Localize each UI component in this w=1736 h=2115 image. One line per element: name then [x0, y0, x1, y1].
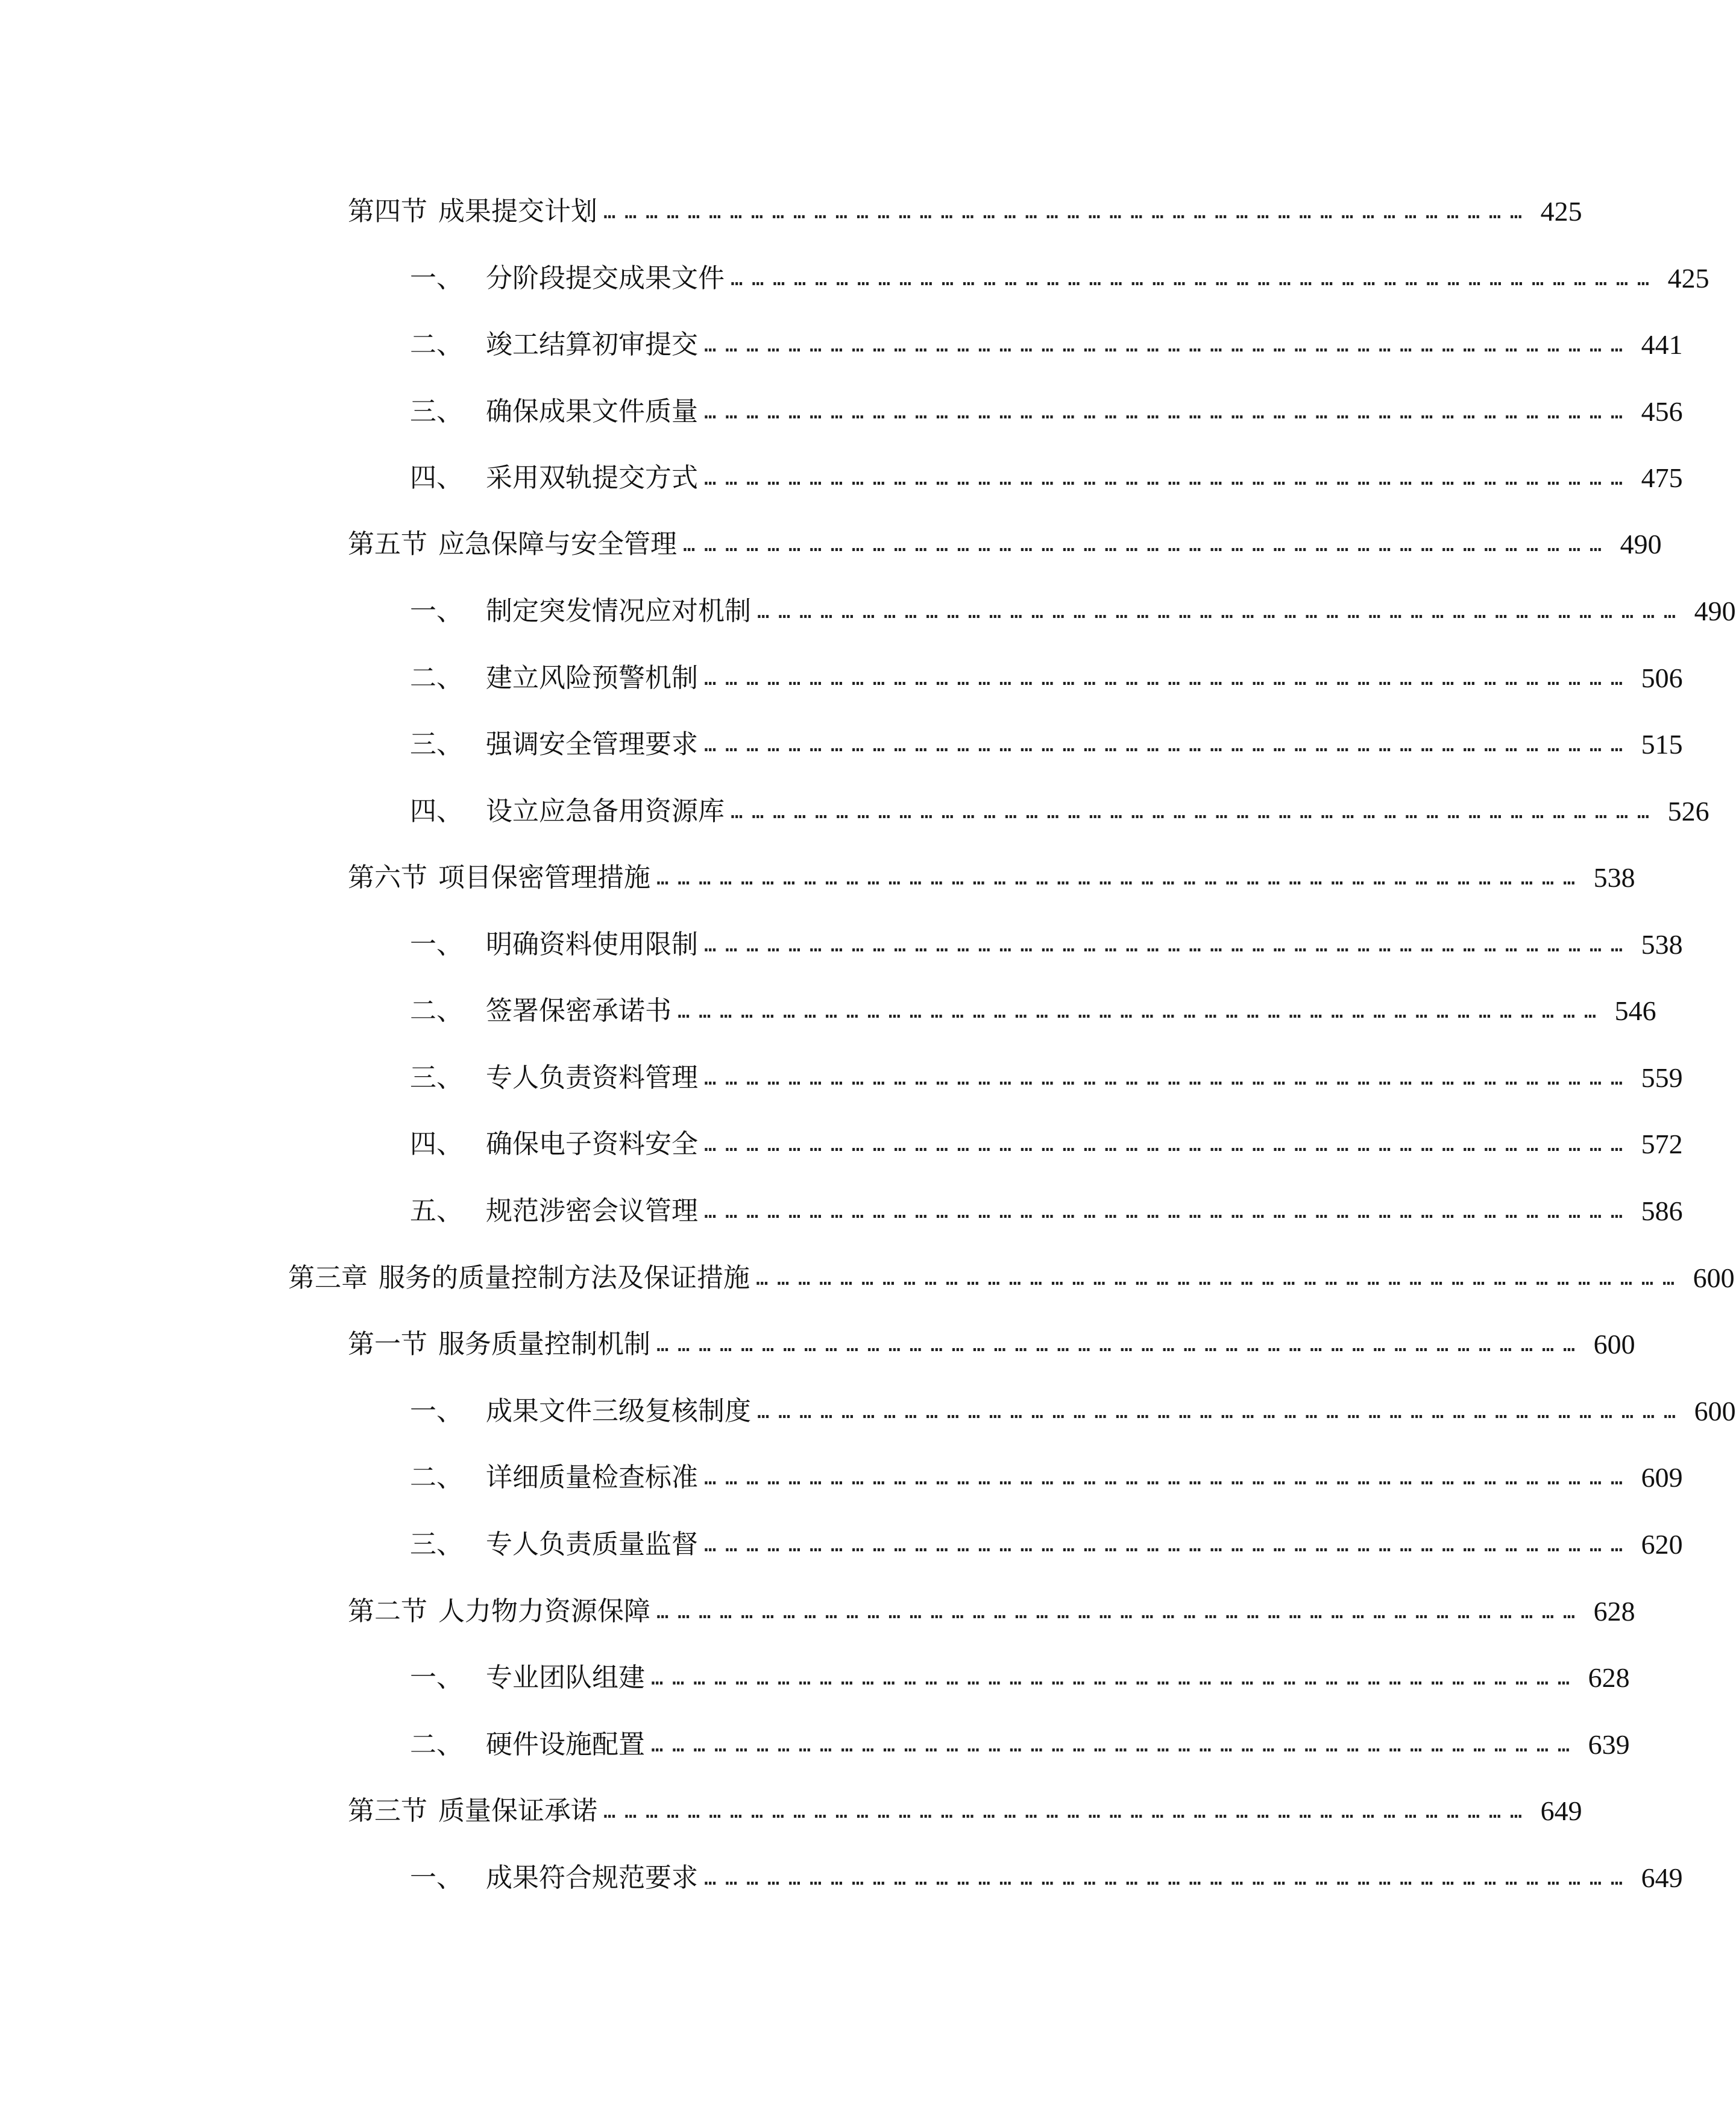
- toc-entry-page: 441: [1641, 329, 1683, 360]
- toc-entry[interactable]: [348, 1326, 1635, 1363]
- toc-entry-title: 服务质量控制机制: [438, 1329, 650, 1360]
- toc-entry-title: 成果提交计划: [438, 196, 597, 227]
- toc-entry-number: 三、: [410, 396, 463, 427]
- toc-entry-title: 专业团队组建: [486, 1662, 645, 1693]
- toc-entry-number: 二、: [410, 329, 463, 360]
- dot-leader: ……………………………………………………………………………………………………………………: [704, 733, 1632, 757]
- toc-entry-number: 第四节: [348, 196, 427, 227]
- dot-leader: ……………………………………………………………………………………………………………………: [731, 799, 1658, 824]
- toc-entry-number: 二、: [410, 663, 463, 693]
- toc-entry-page: 425: [1540, 196, 1582, 227]
- dot-leader: ……………………………………………………………………………………………………………………: [704, 400, 1632, 424]
- toc-entry-title: 竣工结算初审提交: [486, 329, 698, 360]
- toc-entry-number: 二、: [410, 995, 463, 1026]
- toc-entry[interactable]: [410, 593, 1736, 629]
- toc-entry-title: 分阶段提交成果文件: [486, 263, 725, 294]
- toc-entry-page: 546: [1614, 995, 1656, 1026]
- toc-entry[interactable]: [410, 1727, 1630, 1763]
- toc-entry-title: 签署保密承诺书: [486, 995, 671, 1026]
- toc-entry-page: 538: [1593, 862, 1635, 893]
- toc-entry-number: 五、: [410, 1196, 463, 1226]
- toc-entry[interactable]: [410, 927, 1683, 963]
- toc-entry-title: 明确资料使用限制: [486, 929, 698, 960]
- dot-leader: ……………………………………………………………………………………………………………………: [704, 466, 1632, 490]
- toc-entry-title: 确保电子资料安全: [486, 1129, 698, 1159]
- toc-entry-page: 600: [1694, 1396, 1736, 1426]
- dot-leader: ……………………………………………………………………………………………………………………: [603, 1799, 1531, 1823]
- toc-entry-page: 649: [1641, 1862, 1683, 1893]
- toc-entry-page: 628: [1593, 1596, 1635, 1627]
- toc-entry-title: 成果符合规范要求: [486, 1862, 698, 1893]
- toc-entry-number: 一、: [410, 596, 463, 626]
- toc-entry[interactable]: [410, 1860, 1683, 1896]
- dot-leader: ……………………………………………………………………………………………………………………: [704, 1866, 1632, 1890]
- dot-leader: ……………………………………………………………………………………………………………………: [704, 1533, 1632, 1557]
- toc-entry-title: 规范涉密会议管理: [486, 1196, 698, 1226]
- toc-entry-page: 639: [1588, 1729, 1630, 1760]
- toc-entry-number: 二、: [410, 1729, 463, 1760]
- toc-entry[interactable]: [410, 993, 1656, 1029]
- toc-entry-page: 649: [1540, 1795, 1582, 1826]
- toc-entry[interactable]: [410, 1460, 1683, 1496]
- dot-leader: ……………………………………………………………………………………………………………………: [704, 1466, 1632, 1490]
- toc-entry[interactable]: [410, 1060, 1683, 1096]
- toc-entry-page: 559: [1641, 1062, 1683, 1093]
- toc-entry-number: 第六节: [348, 862, 427, 893]
- toc-entry-page: 572: [1641, 1129, 1683, 1159]
- toc-entry[interactable]: [348, 860, 1635, 896]
- toc-entry-number: 一、: [410, 1396, 463, 1426]
- toc-entry[interactable]: [410, 660, 1683, 696]
- toc-entry[interactable]: [410, 1393, 1736, 1429]
- dot-leader: ……………………………………………………………………………………………………………………: [756, 1266, 1684, 1290]
- dot-leader: ……………………………………………………………………………………………………………………: [757, 1399, 1685, 1423]
- toc-entry-title: 建立风险预警机制: [486, 663, 698, 693]
- dot-leader: ……………………………………………………………………………………………………………………: [704, 1132, 1632, 1156]
- toc-entry-title: 人力物力资源保障: [438, 1596, 650, 1627]
- toc-entry-number: 第三节: [348, 1795, 427, 1826]
- dot-leader: ……………………………………………………………………………………………………………………: [656, 1332, 1584, 1357]
- dot-leader: ……………………………………………………………………………………………………………………: [651, 1666, 1579, 1690]
- toc-entry-page: 628: [1588, 1662, 1630, 1693]
- toc-entry[interactable]: [410, 394, 1683, 430]
- dot-leader: ……………………………………………………………………………………………………………………: [704, 1199, 1632, 1223]
- toc-entry-number: 四、: [410, 1129, 463, 1159]
- dot-leader: ……………………………………………………………………………………………………………………: [603, 200, 1531, 224]
- dot-leader: ……………………………………………………………………………………………………………………: [683, 532, 1611, 556]
- toc-entry-page: 506: [1641, 663, 1683, 693]
- toc-entry[interactable]: [348, 194, 1582, 230]
- toc-entry[interactable]: [410, 1527, 1683, 1563]
- toc-entry-title: 应急保障与安全管理: [438, 529, 677, 559]
- toc-entry-number: 三、: [410, 1062, 463, 1093]
- dot-leader: ……………………………………………………………………………………………………………………: [731, 266, 1658, 291]
- toc-entry-page: 526: [1667, 796, 1709, 827]
- toc-entry[interactable]: [348, 526, 1662, 563]
- dot-leader: ……………………………………………………………………………………………………………………: [757, 599, 1685, 623]
- toc-entry[interactable]: [410, 260, 1709, 297]
- toc-entry-number: 一、: [410, 929, 463, 960]
- dot-leader: ……………………………………………………………………………………………………………………: [704, 666, 1632, 690]
- toc-entry-page: 620: [1641, 1529, 1683, 1560]
- toc-entry-number: 三、: [410, 729, 463, 760]
- toc-entry-number: 第三章: [288, 1262, 368, 1293]
- toc-entry-title: 制定突发情况应对机制: [486, 596, 751, 626]
- toc-entry-page: 475: [1641, 462, 1683, 493]
- dot-leader: ……………………………………………………………………………………………………………………: [704, 933, 1632, 957]
- toc-entry[interactable]: [410, 1126, 1683, 1162]
- dot-leader: ……………………………………………………………………………………………………………………: [704, 1066, 1632, 1090]
- toc-entry-page: 600: [1693, 1262, 1735, 1293]
- toc-entry[interactable]: [410, 1193, 1683, 1229]
- toc-entry-page: 538: [1641, 929, 1683, 960]
- toc-entry-title: 详细质量检查标准: [486, 1462, 698, 1493]
- toc-entry-number: 第五节: [348, 529, 427, 559]
- toc-entry-page: 609: [1641, 1462, 1683, 1493]
- toc-entry-number: 第二节: [348, 1596, 427, 1627]
- toc-entry-page: 515: [1641, 729, 1683, 760]
- toc-entry-page: 425: [1667, 263, 1709, 294]
- toc-entry-number: 四、: [410, 462, 463, 493]
- toc-entry[interactable]: [410, 793, 1709, 830]
- toc-entry-title: 成果文件三级复核制度: [486, 1396, 751, 1426]
- toc-entry-title: 专人负责资料管理: [486, 1062, 698, 1093]
- toc-entry-number: 一、: [410, 1862, 463, 1893]
- toc-entry-title: 采用双轨提交方式: [486, 462, 698, 493]
- dot-leader: ……………………………………………………………………………………………………………………: [678, 999, 1605, 1023]
- dot-leader: ……………………………………………………………………………………………………………………: [656, 1600, 1584, 1624]
- toc-entry-title: 服务的质量控制方法及保证措施: [379, 1262, 750, 1293]
- dot-leader: ……………………………………………………………………………………………………………………: [704, 333, 1632, 357]
- toc-entry-number: 三、: [410, 1529, 463, 1560]
- toc-entry-title: 专人负责质量监督: [486, 1529, 698, 1560]
- toc-entry-page: 456: [1641, 396, 1683, 427]
- toc-entry[interactable]: [288, 1260, 1735, 1296]
- toc-entry[interactable]: [410, 727, 1683, 763]
- toc-entry-title: 硬件设施配置: [486, 1729, 645, 1760]
- toc-entry-page: 490: [1620, 529, 1662, 559]
- dot-leader: ……………………………………………………………………………………………………………………: [651, 1733, 1579, 1757]
- toc-entry-number: 四、: [410, 796, 463, 827]
- toc-entry-title: 确保成果文件质量: [486, 396, 698, 427]
- toc-entry-title: 设立应急备用资源库: [486, 796, 725, 827]
- toc-entry-number: 第一节: [348, 1329, 427, 1360]
- toc-entry[interactable]: [410, 460, 1683, 496]
- toc-entry-number: 一、: [410, 263, 463, 294]
- dot-leader: ……………………………………………………………………………………………………………………: [656, 866, 1584, 890]
- toc-entry-page: 490: [1694, 596, 1736, 626]
- toc-entry[interactable]: [348, 1793, 1582, 1829]
- toc-entry-title: 强调安全管理要求: [486, 729, 698, 760]
- toc-entry[interactable]: [410, 1660, 1630, 1696]
- toc-entry-title: 项目保密管理措施: [438, 862, 650, 893]
- toc-entry-page: 586: [1641, 1196, 1683, 1226]
- toc-entry-number: 一、: [410, 1662, 463, 1693]
- toc-entry-number: 二、: [410, 1462, 463, 1493]
- toc-entry[interactable]: [348, 1593, 1635, 1630]
- toc-entry-title: 质量保证承诺: [438, 1795, 597, 1826]
- toc-entry[interactable]: [410, 327, 1683, 363]
- toc-entry-page: 600: [1593, 1329, 1635, 1360]
